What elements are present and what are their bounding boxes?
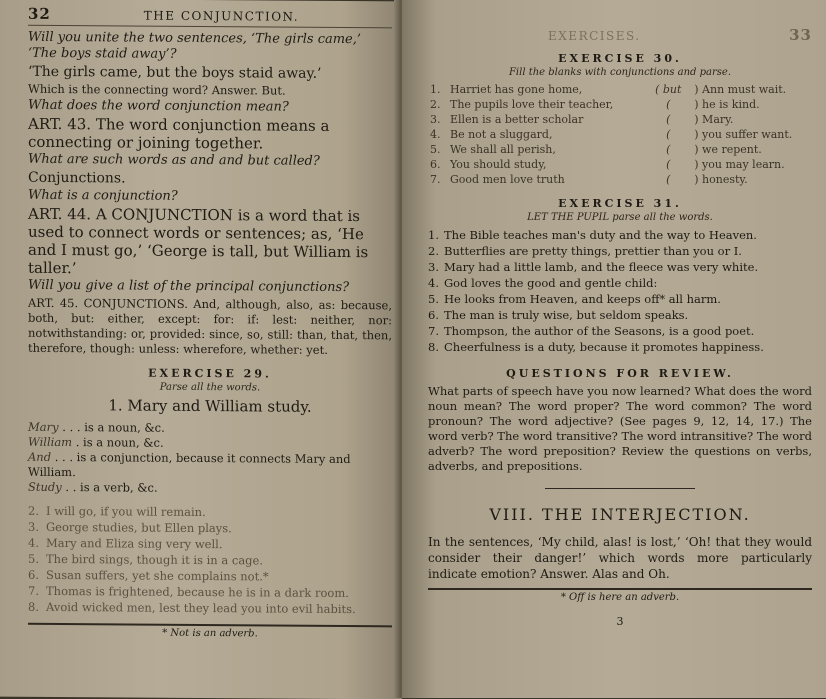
running-title: THE CONJUNCTION. [143, 8, 300, 24]
table-row: 3. Ellen is a better scholar ( ) Mary. [430, 113, 734, 126]
review-title: QUESTIONS FOR REVIEW. [506, 367, 734, 380]
exercise-29 [28, 366, 392, 641]
exercise-item: 4. Mary and Eliza sing very well. [28, 535, 223, 552]
exercise-item: 4. God loves the good and gentle child: [428, 276, 658, 290]
table-row: 1. Harriet has gone home, ( but ) Ann must wait. [430, 83, 787, 96]
article-44: ART. 44. A CONJUNCTION is a word that is used to connect words or sentences; as, ‘He and I must go,’ ‘George is tall, but William is taller.’ [28, 204, 369, 278]
answer-line: Conjunctions. [28, 169, 126, 187]
text-line: Which is the connecting word? Answer. But. [28, 81, 286, 98]
page-number: 33 [789, 26, 812, 44]
table-row: 5. We shall all perish, ( ) we repent. [430, 143, 762, 156]
exercise-item: 6. Susan suffers, yet she complains not.* [28, 567, 269, 584]
running-title: EXERCISES. [548, 29, 641, 43]
exercise-item: 8. Cheerfulness is a duty, because it promotes happiness. [428, 340, 764, 354]
exercise-item: 6. The man is truly wise, but seldom speaks. [428, 308, 689, 322]
parse-line: Mary . . . is a noun, &c. [28, 419, 165, 435]
signature-mark: 3 [616, 615, 624, 628]
table-row: 7. Good men love truth ( ) honesty. [430, 173, 748, 186]
parse-line: And . . . is a conjunction, because it connects Mary and William. [28, 449, 351, 480]
right-page [402, 0, 826, 698]
fill-blanks-table [428, 82, 812, 187]
footnote: * Not is an adverb. [162, 627, 258, 640]
question-line: Will you unite the two sentences, ‘The girls came,’ ‘The boys staid away’? [28, 29, 362, 62]
review-text: What parts of speech have you now learned? What does the word noun mean? The word proper? The word common? The word pronoun? The word adjective? (See pages 9, 12, 14, 17.) The word verb? The word transitive? The word intransitive? The word adverb? The word preposition? Review the questions on verbs, adverbs, and prepositions. [428, 384, 812, 473]
left-header [28, 5, 392, 29]
exercise-item: 3. George studies, but Ellen plays. [28, 519, 232, 536]
exercise-item: 7. Thompson, the author of the Seasons, is a good poet. [428, 324, 755, 338]
exercise-31 [428, 197, 812, 355]
exercise-title: EXERCISE 30. [558, 52, 682, 65]
parse-line: Study . . is a verb, &c. [28, 479, 158, 495]
table-row: 2. The pupils love their teacher, ( ) he is kind. [430, 98, 760, 111]
footnote-rule [428, 588, 812, 590]
left-text-block [28, 30, 392, 359]
article-45: ART. 45. CONJUNCTIONS. And, although, also, as: because, both, but: either, except: for: if: lest: neither, nor: notwithstanding: or, provided: since, so, still: than, that, then, therefore, though: unless: wherefore, whether: yet. [28, 295, 392, 357]
page-number: 32 [28, 4, 51, 23]
left-page [0, 0, 402, 699]
table-row: 6. You should study, ( ) you may learn. [430, 158, 785, 171]
review-section [428, 367, 812, 474]
chapter-title: VIII. THE INTERJECTION. [489, 505, 751, 524]
answer-line: ‘The girls came, but the boys staid away.’ [28, 63, 322, 82]
exercise-item: 5. He looks from Heaven, and keeps off* all harm. [428, 292, 721, 306]
exercise-item: 3. Mary had a little lamb, and the fleece was very white. [428, 260, 759, 274]
exercise-item: 1. The Bible teaches man's duty and the way to Heaven. [428, 228, 757, 242]
exercise-item: 5. The bird sings, though it is in a cage. [28, 551, 263, 568]
article-43: ART. 43. The word conjunction means a connecting or joining together. [28, 114, 330, 153]
exercise-item: 7. Thomas is frightened, because he is in a dark room. [28, 583, 349, 601]
exercise-item: 2. Butterflies are pretty things, prettier than you or I. [428, 244, 742, 258]
question-line: What are such words as and and but called? [28, 151, 320, 169]
footnote: * Off is here an adverb. [560, 592, 680, 603]
exercise-instruction: Parse all the words. [159, 381, 261, 394]
exercise-instruction: LET THE PUPIL parse all the words. [527, 212, 713, 223]
question-line: What is a conjunction? [28, 187, 178, 204]
parse-line: William . is a noun, &c. [28, 434, 164, 450]
exercise-title: EXERCISE 31. [558, 197, 682, 210]
question-line: What does the word conjunction mean? [28, 97, 289, 115]
exercise-title: EXERCISE 29. [148, 366, 272, 381]
exercise-instruction: Fill the blanks with conjunctions and parse. [508, 67, 732, 78]
chapter-intro: In the sentences, ‘My child, alas! is lost,’ ‘Oh! that they would consider their danger!’ which words more particularly indicate emotion? Answer. Alas and Oh. [428, 535, 812, 581]
exercise-30 [428, 52, 812, 187]
exercise-item: 2. I will go, if you will remain. [28, 503, 206, 520]
question-line: Will you give a list of the principal conjunctions? [28, 277, 350, 296]
table-row: 4. Be not a sluggard, ( ) you suffer want. [430, 128, 793, 141]
exercise-item: 8. Avoid wicked men, lest they lead you into evil habits. [28, 599, 356, 617]
section-divider [545, 488, 695, 489]
chapter-interjection [428, 505, 812, 582]
right-header [428, 26, 812, 46]
exercise-heading: 1. Mary and William study. [108, 396, 312, 416]
